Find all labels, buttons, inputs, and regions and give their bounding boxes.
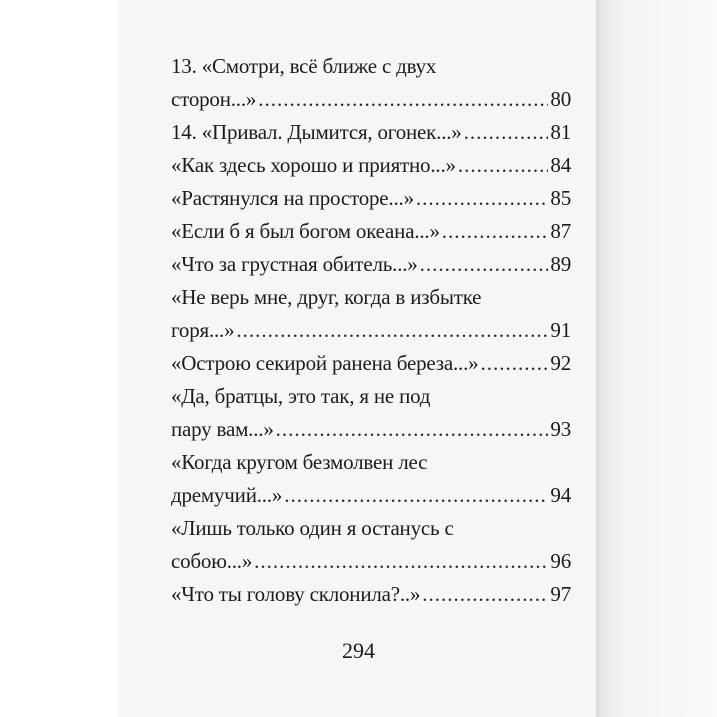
facing-page-edge: [596, 0, 717, 717]
toc-page-number: 81: [550, 120, 571, 144]
toc-entry-text: собою...»: [171, 549, 253, 573]
toc-line: [171, 413, 571, 446]
toc-line: [171, 347, 571, 380]
toc-page-number: 80: [550, 87, 571, 111]
toc-line: [171, 314, 571, 347]
toc-entry-text: сторон...»: [171, 87, 257, 111]
toc-entry-text: «Когда кругом безмолвен лес: [171, 450, 428, 474]
dot-leader: [276, 413, 549, 446]
toc-entry-text: пару вам...»: [171, 417, 274, 441]
toc-line: [171, 215, 571, 248]
toc-entry-text: «Лишь только один я останусь с: [171, 516, 454, 540]
toc-line: [171, 83, 571, 116]
dot-leader: [416, 182, 549, 215]
dot-leader: [284, 479, 548, 512]
toc-line: [171, 446, 571, 479]
dot-leader: [258, 83, 548, 116]
toc-entry-text: «Острою секирой ранена береза...»: [171, 351, 479, 375]
dot-leader: [420, 248, 549, 281]
toc-line: [171, 248, 571, 281]
toc-line: [171, 149, 571, 182]
dot-leader: [236, 314, 548, 347]
toc-page-number: 93: [550, 417, 571, 441]
toc-line: [171, 50, 571, 83]
toc-line: [171, 545, 571, 578]
toc-entry-text: «Не верь мне, друг, когда в избытке: [171, 285, 482, 309]
toc-line: [171, 578, 571, 611]
toc-entry-text: «Да, братцы, это так, я не под: [171, 384, 431, 408]
toc-line: [171, 281, 571, 314]
toc-page-number: 84: [550, 153, 571, 177]
dot-leader: [464, 116, 549, 149]
toc-line: [171, 182, 571, 215]
table-of-contents: [171, 50, 571, 611]
toc-line: [171, 116, 571, 149]
toc-page-number: 85: [550, 186, 571, 210]
toc-entry-text: «Что ты голову склонила?..»: [171, 582, 421, 606]
toc-entry-text: «Растянулся на просторе...»: [171, 186, 414, 210]
toc-entry-text: горя...»: [171, 318, 235, 342]
toc-page-number: 91: [550, 318, 571, 342]
page-number: 294: [342, 638, 375, 663]
dot-leader: [254, 545, 548, 578]
toc-page-number: 87: [550, 219, 571, 243]
toc-page-number: 96: [550, 549, 571, 573]
toc-entry-text: 14. «Привал. Дымится, огонек...»: [171, 120, 462, 144]
toc-line: [171, 380, 571, 413]
dot-leader: [442, 215, 549, 248]
toc-line: [171, 512, 571, 545]
toc-entry-text: дремучий...»: [171, 483, 283, 507]
toc-entry-text: «Если б я был богом океана...»: [171, 219, 440, 243]
dot-leader: [458, 149, 549, 182]
dot-leader: [480, 347, 548, 380]
toc-page-number: 89: [550, 252, 571, 276]
toc-line: [171, 479, 571, 512]
toc-page-number: 92: [550, 351, 571, 375]
toc-page-number: 94: [550, 483, 571, 507]
toc-entry-text: 13. «Смотри, всё ближе с двух: [171, 54, 437, 78]
toc-entry-text: «Как здесь хорошо и приятно...»: [171, 153, 456, 177]
toc-page-number: 97: [550, 582, 571, 606]
toc-entry-text: «Что за грустная обитель...»: [171, 252, 418, 276]
dot-leader: [422, 578, 548, 611]
